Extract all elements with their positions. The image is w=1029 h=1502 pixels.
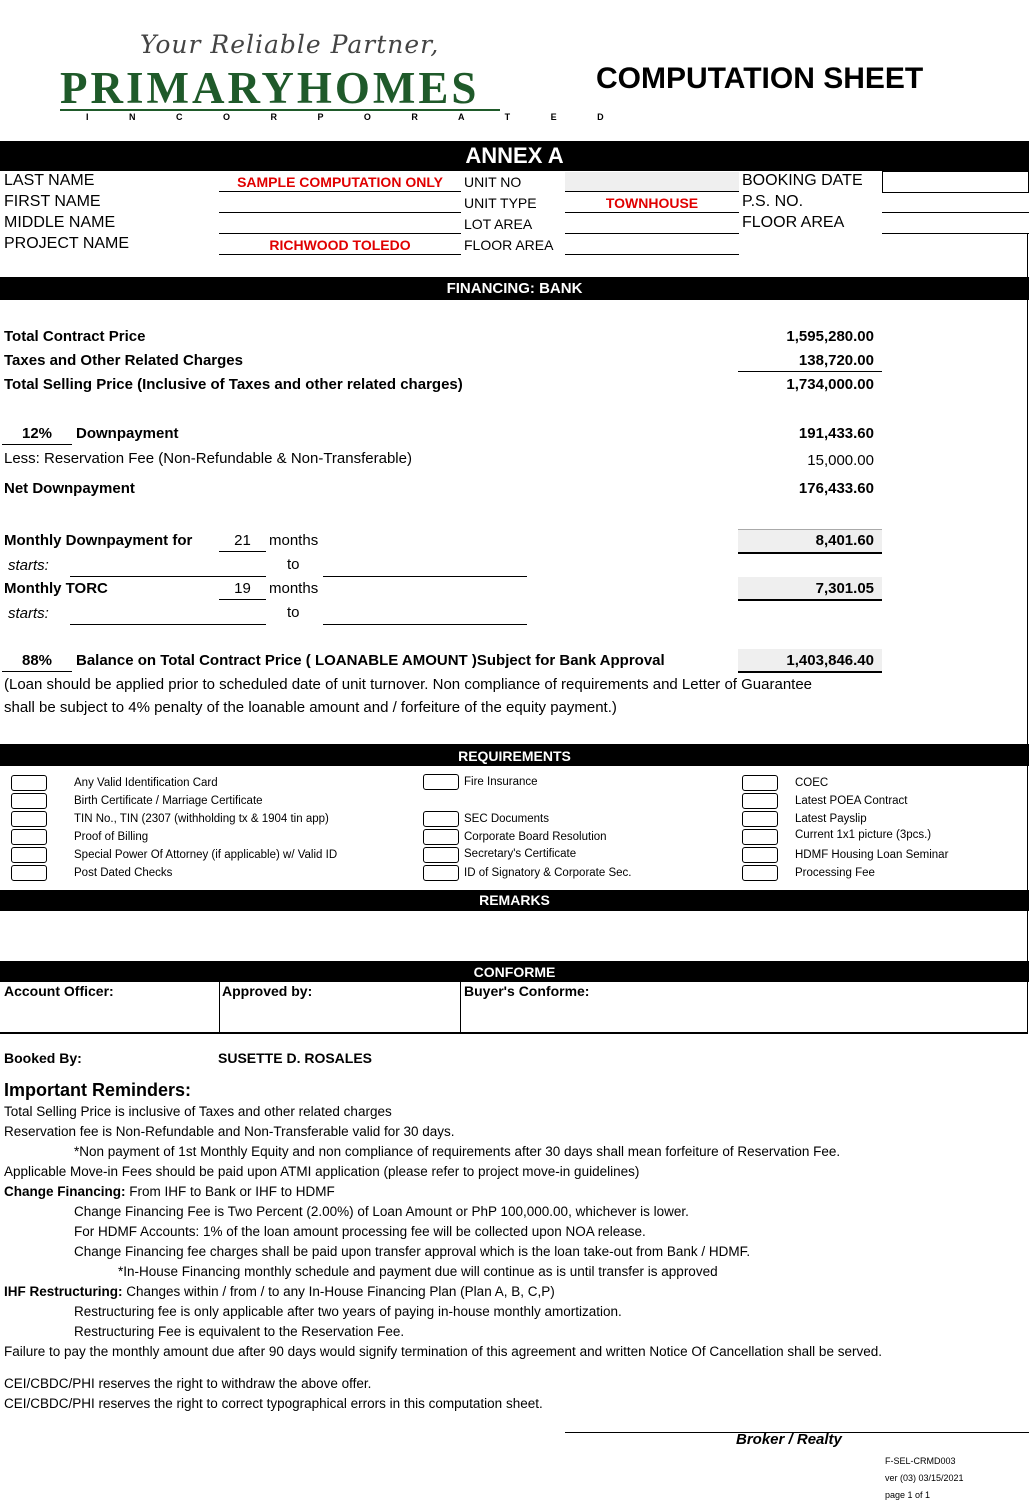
req-item: ID of Signatory & Corporate Sec. — [464, 867, 632, 879]
middle-name-label: MIDDLE NAME — [4, 214, 116, 231]
req-checkbox[interactable] — [742, 865, 778, 881]
unit-no-box — [565, 172, 739, 192]
last-name-label: LAST NAME — [4, 172, 95, 189]
lot-area-label: LOT AREA — [464, 216, 533, 232]
info-right-border — [1027, 233, 1028, 277]
unit-type-line — [565, 212, 739, 213]
floor-area2-label: FLOOR AREA — [742, 214, 845, 231]
req-item: Any Valid Identification Card — [74, 777, 218, 789]
dp-label: Downpayment — [76, 425, 179, 442]
change-financing-label: Change Financing: — [4, 1184, 126, 1199]
loan-note-line2: shall be subject to 4% penalty of the loanable amount and / forfeiture of the equity payment.) — [4, 699, 617, 716]
dp-percent: 12% — [21, 425, 53, 442]
torc-starts-line — [70, 624, 266, 625]
req-checkbox[interactable] — [11, 775, 47, 791]
requirements-bar: REQUIREMENTS — [0, 744, 1029, 766]
net-dp-label: Net Downpayment — [4, 480, 135, 497]
bal-amount: 1,403,846.40 — [786, 652, 874, 669]
reminder-line: *Non payment of 1st Monthly Equity and non compliance of requirements after 30 days shall mean forfeiture of Reservation Fee. — [74, 1144, 841, 1159]
bal-percent: 88% — [21, 652, 53, 669]
broker-label: Broker / Realty — [736, 1431, 842, 1448]
financing-bar: FINANCING: BANK — [0, 277, 1029, 300]
remarks-bar: REMARKS — [0, 890, 1029, 911]
mdp-to-line — [323, 576, 527, 577]
req-checkbox[interactable] — [423, 829, 459, 845]
booked-by-label: Booked By: — [4, 1050, 82, 1066]
req-checkbox[interactable] — [423, 811, 459, 827]
conforme-bar: CONFORME — [0, 961, 1029, 982]
res-amount: 15,000.00 — [807, 452, 874, 469]
reminder-line: For HDMF Accounts: 1% of the loan amount processing fee will be collected upon NOA release. — [74, 1224, 646, 1239]
mdp-amount: 8,401.60 — [815, 532, 874, 549]
req-checkbox[interactable] — [423, 847, 459, 863]
buyers-conforme-label: Buyer's Conforme: — [464, 983, 590, 999]
reminder-line: Change Financing fee charges shall be paid upon transfer approval which is the loan take-out from Bank / HDMF. — [74, 1244, 751, 1259]
req-item: COEC — [795, 777, 829, 789]
req-item: Corporate Board Resolution — [464, 831, 607, 843]
req-item: Birth Certificate / Marriage Certificate — [74, 795, 263, 807]
conforme-divider-1 — [219, 982, 220, 1034]
last-name-value: SAMPLE COMPUTATION ONLY — [237, 174, 443, 190]
req-right-border — [1027, 766, 1028, 890]
logo-brand: PRIMARYHOMES — [60, 63, 480, 113]
remarks-right-border — [1027, 911, 1028, 961]
mdp-label: Monthly Downpayment for — [4, 532, 193, 549]
taxes-amount: 138,720.00 — [798, 352, 874, 369]
bal-percent-line — [2, 671, 72, 672]
ps-no-line — [882, 212, 1029, 213]
reminders-title: Important Reminders: — [4, 1080, 192, 1100]
torc-months-line — [219, 599, 266, 600]
approved-by-label: Approved by: — [222, 983, 313, 999]
req-item: Post Dated Checks — [74, 867, 173, 879]
mdp-months-value: 21 — [234, 532, 251, 549]
req-item: Proof of Billing — [74, 831, 149, 843]
req-item: Processing Fee — [795, 867, 875, 879]
torc-to-line — [323, 624, 527, 625]
torc-to-label: to — [287, 604, 300, 621]
net-dp-amount: 176,433.60 — [798, 480, 874, 497]
mdp-months-label: months — [269, 532, 319, 549]
unit-type-value: TOWNHOUSE — [605, 195, 699, 211]
taxes-underline — [738, 371, 882, 372]
reminder-line: Applicable Move-in Fees should be paid upon ATMI application (please refer to project move-in guidelines) — [4, 1164, 640, 1179]
req-checkbox[interactable] — [423, 865, 459, 881]
first-name-label: FIRST NAME — [4, 193, 101, 210]
floor-area-line — [565, 254, 739, 255]
logo-tagline: Your Reliable Partner, — [140, 30, 440, 59]
reminder-line: Failure to pay the monthly amount due after 90 days would signify termination of this agreement and written Notice Of Cancellation shall be served. — [4, 1344, 882, 1359]
req-checkbox[interactable] — [742, 829, 778, 845]
req-checkbox[interactable] — [742, 793, 778, 809]
taxes-label: Taxes and Other Related Charges — [4, 352, 243, 369]
req-item: Fire Insurance — [464, 776, 538, 788]
logo-underline — [60, 109, 500, 111]
bal-label: Balance on Total Contract Price ( LOANABLE AMOUNT )Subject for Bank Approval — [76, 652, 665, 669]
loan-note-line1: (Loan should be applied prior to scheduled date of unit turnover. Non compliance of requirements and Letter of Guarantee — [4, 676, 813, 693]
form-version: ver (03) 03/15/2021 — [885, 1473, 964, 1483]
form-code: F-SEL-CRMD003 — [885, 1456, 956, 1466]
project-name-line — [219, 254, 461, 255]
torc-starts-label: starts: — [8, 605, 49, 622]
unit-type-label: UNIT TYPE — [464, 195, 537, 211]
req-item: TIN No., TIN (2307 (withholding tx & 1904 tin app) — [74, 813, 329, 825]
req-item: Secretary's Certificate — [464, 848, 577, 860]
project-name-value: RICHWOOD TOLEDO — [269, 237, 411, 253]
res-label: Less: Reservation Fee (Non-Refundable & Non-Transferable) — [4, 450, 412, 467]
mdp-months-line — [219, 551, 266, 552]
sheet-title: COMPUTATION SHEET — [596, 62, 924, 95]
page-number: page 1 of 1 — [885, 1490, 931, 1500]
req-checkbox[interactable] — [742, 775, 778, 791]
lot-area-line — [565, 233, 739, 234]
ps-no-label: P.S. NO. — [742, 193, 804, 210]
tcp-amount: 1,595,280.00 — [786, 328, 874, 345]
req-checkbox[interactable] — [11, 829, 47, 845]
dp-percent-line — [2, 444, 72, 445]
reminder-line: Total Selling Price is inclusive of Taxes and other related charges — [4, 1104, 392, 1119]
body-right-border — [1027, 300, 1028, 744]
reminder-line: Restructuring Fee is equivalent to the Reservation Fee. — [74, 1324, 405, 1339]
reminder-line — [4, 1282, 555, 1302]
ihf-restructuring-text: Changes within / from / to any In-House Financing Plan (Plan A, B, C,P) — [122, 1284, 555, 1299]
last-name-line — [219, 191, 461, 192]
torc-label: Monthly TORC — [4, 580, 108, 597]
mdp-to-label: to — [287, 556, 300, 573]
req-checkbox[interactable] — [742, 811, 778, 827]
booked-by-value: SUSETTE D. ROSALES — [218, 1050, 373, 1066]
tsp-amount: 1,734,000.00 — [786, 376, 874, 393]
floor-area2-line — [882, 233, 1029, 234]
mdp-starts-label: starts: — [8, 557, 49, 574]
project-name-label: PROJECT NAME — [4, 235, 130, 252]
floor-area-label: FLOOR AREA — [464, 237, 554, 253]
middle-name-line — [219, 233, 461, 234]
torc-months-label: months — [269, 580, 319, 597]
req-checkbox[interactable] — [11, 793, 47, 809]
change-financing-text: From IHF to Bank or IHF to HDMF — [125, 1184, 335, 1199]
booking-date-label: BOOKING DATE — [742, 172, 863, 189]
req-checkbox[interactable] — [742, 847, 778, 863]
req-item: Latest Payslip — [795, 813, 867, 825]
req-item: HDMF Housing Loan Seminar — [795, 849, 949, 861]
booking-date-box — [882, 171, 1029, 193]
mdp-starts-line — [70, 576, 266, 577]
unit-no-label: UNIT NO — [464, 174, 522, 190]
req-item: Latest POEA Contract — [795, 795, 908, 807]
reminder-line: CEI/CBDC/PHI reserves the right to withdraw the above offer. — [4, 1376, 372, 1391]
annex-bar: ANNEX A — [0, 141, 1029, 171]
req-checkbox[interactable] — [11, 847, 47, 863]
reminder-line — [4, 1182, 335, 1202]
req-checkbox[interactable] — [11, 811, 47, 827]
reminder-line: Change Financing Fee is Two Percent (2.00%) of Loan Amount or PhP 100,000.00, whichever is lower. — [74, 1204, 689, 1219]
req-item: Special Power Of Attorney (if applicable) w/ Valid ID — [74, 849, 338, 861]
reminder-line: CEI/CBDC/PHI reserves the right to correct typographical errors in this computation sheet. — [4, 1396, 543, 1411]
tsp-label: Total Selling Price (Inclusive of Taxes and other related charges) — [4, 376, 463, 393]
reminder-line: Restructuring fee is only applicable after two years of paying in-house monthly amortization. — [74, 1304, 622, 1319]
req-item: SEC Documents — [464, 813, 550, 825]
ihf-restructuring-label: IHF Restructuring: — [4, 1284, 123, 1299]
req-item: Current 1x1 picture (3pcs.) — [795, 829, 932, 841]
logo-subtitle: I N C O R P O R A T E D — [86, 112, 623, 122]
first-name-line — [219, 212, 461, 213]
reminder-line: Reservation fee is Non-Refundable and Non-Transferable valid for 30 days. — [4, 1124, 455, 1139]
torc-amount: 7,301.05 — [815, 580, 874, 597]
dp-amount: 191,433.60 — [798, 425, 874, 442]
tcp-label: Total Contract Price — [4, 328, 146, 345]
account-officer-label: Account Officer: — [4, 983, 114, 999]
reminder-line: *In-House Financing monthly schedule and payment due will continue as is until transfer is approved — [118, 1264, 718, 1279]
req-checkbox[interactable] — [11, 865, 47, 881]
req-checkbox[interactable] — [423, 774, 459, 790]
conforme-divider-2 — [460, 982, 461, 1034]
torc-months-value: 19 — [234, 580, 251, 597]
